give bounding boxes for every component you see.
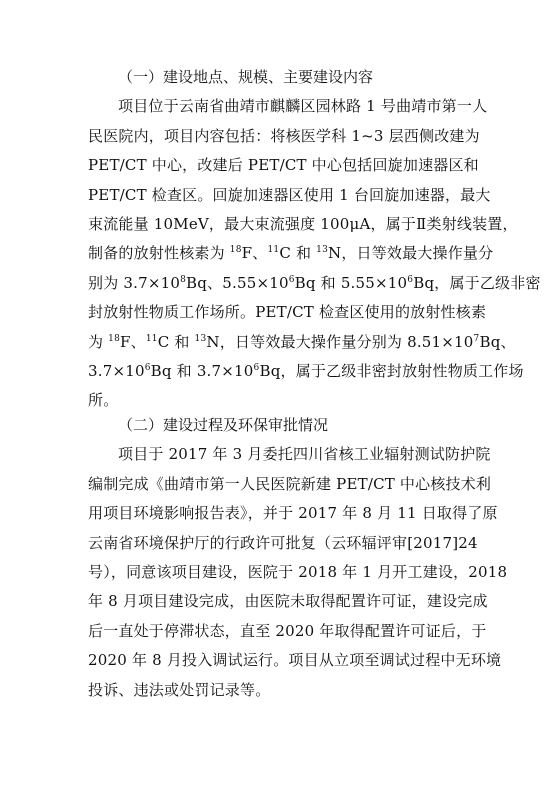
section-1-body [88,92,541,415]
text-run: Bq 和 3.7×10 [150,362,254,381]
text-line: 所。 [88,391,119,410]
text-line: 用项目环境影响报告表》，并于 2017 年 8 月 11 日取得了原 [88,504,498,523]
text-line: 民医院内，项目内容包括：将核医学科 1~3 层西侧改建为 [88,126,480,145]
text-line: PET/CT 检查区。回旋加速器区使用 1 台回旋加速器，最大 [88,185,491,204]
section-1-heading: （一）建设地点、规模、主要建设内容 [118,68,374,86]
text-run: Bq、5.55×10 [186,273,289,292]
superscript: 7 [473,333,480,344]
superscript: 6 [407,274,414,285]
section-2-body [88,440,508,705]
section-2-heading: （二）建设过程及环保审批情况 [118,416,329,434]
text-line: 编制完成《曲靖市第一人民医院新建 PET/CT 中心核技术利 [88,474,492,493]
text-run: 为 [88,332,109,351]
text-run: Bq 和 5.55×10 [294,273,408,292]
text-line [88,239,494,268]
text-line: 年 8 月项目建设完成，由医院未取得配置许可证，建设完成 [88,592,488,611]
text-line: 2020 年 8 月投入调试运行。项目从立项至调试过程中无环境 [88,651,502,670]
text-run: F、 [241,244,268,263]
text-run: 别为 3.7×10 [88,273,181,292]
text-run: N，日等效最大操作量分 [328,244,494,263]
superscript: 11 [267,245,280,256]
superscript: 13 [194,333,207,344]
superscript: 6 [253,363,260,374]
superscript: 13 [316,245,328,256]
text-run: N，日等效最大操作量分别为 8.51×10 [206,332,474,351]
section-2 [88,411,508,705]
superscript: 8 [180,274,187,285]
text-line: 号），同意该项目建设，医院于 2018 年 1 月开工建设，2018 [88,563,508,582]
text-line: 项目于 2017 年 3 月委托四川省核工业辐射测试防护院 [118,445,491,464]
superscript: 6 [288,274,295,285]
text-run: Bq，属于乙级非密 [413,273,541,292]
text-line [88,357,524,386]
text-run: C 和 [279,244,317,263]
text-line: 封放射性物质工作场所。PET/CT 检查区使用的放射性核素 [88,303,487,322]
text-run: C 和 [157,332,195,351]
text-line: 投诉、违法或处罚记录等。 [88,680,271,699]
text-line: 束流能量 10MeV，最大束流强度 100μA，属于Ⅱ类射线装置， [88,215,518,234]
text-run: F、 [120,332,146,351]
superscript: 18 [108,333,121,344]
text-run: Bq，属于乙级非密封放射性物质工作场 [259,362,524,381]
text-line: 云南省环境保护厅的行政许可批复（云环辐评审[2017]24 [88,533,478,552]
section-1 [88,63,541,416]
text-line: 后一直处于停滞状态，直至 2020 年取得配置许可证后，于 [88,621,487,640]
text-line [88,269,541,298]
superscript: 18 [229,245,242,256]
text-run: 3.7×10 [88,362,145,381]
text-run: Bq、 [479,332,516,351]
text-run: 制备的放射性核素为 [88,244,230,263]
text-line [88,328,516,357]
superscript: 11 [145,333,158,344]
text-line: 项目位于云南省曲靖市麒麟区园林路 1 号曲靖市第一人 [118,97,488,116]
superscript: 6 [144,363,151,374]
text-line: PET/CT 中心，改建后 PET/CT 中心包括回旋加速器区和 [88,156,479,175]
